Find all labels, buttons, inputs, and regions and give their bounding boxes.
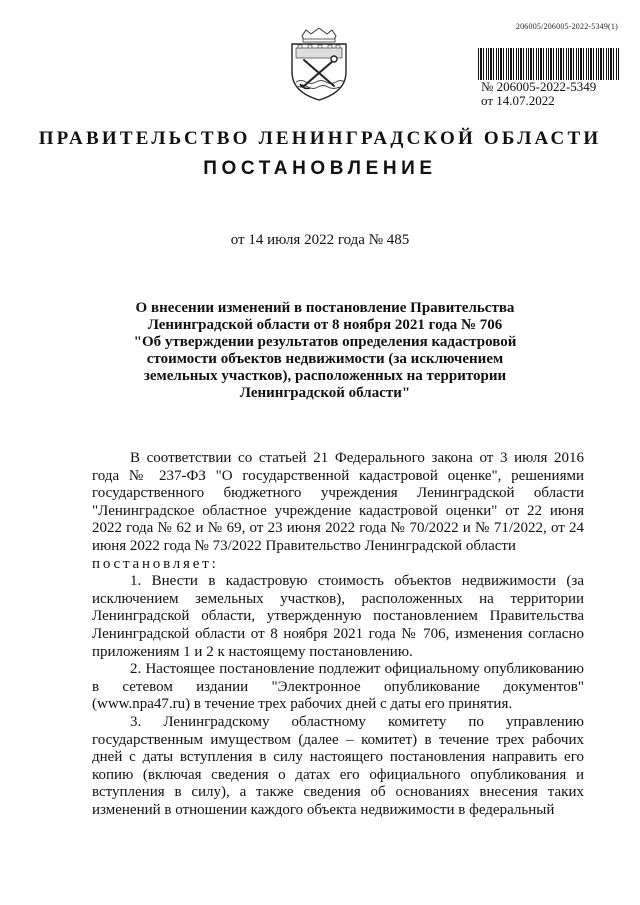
document-date-number: от 14 июля 2022 года № 485 [230, 232, 410, 248]
registration-stamp [481, 80, 631, 108]
barcode [478, 48, 620, 80]
document-body [92, 450, 584, 819]
subject-line: земельных участков), расположенных на территории [143, 368, 507, 384]
leningrad-oblast-coat-of-arms-icon [288, 28, 350, 102]
registration-code: 206005/206005-2022-5349(1) [515, 22, 618, 31]
subject-line: Ленинградской области от 8 ноября 2021 года № 706 [147, 317, 503, 333]
resolves-line: постановляет: [92, 555, 219, 572]
item-2-paragraph: 2. Настоящее постановление подлежит официальному опубликованию в сетевом издании "Электронное опубликование документов" (www.npa47.ru) в течение трех рабочих дней с даты его принятия. [92, 661, 584, 713]
subject-line: Ленинградской области" [239, 385, 411, 401]
document-type: ПОСТАНОВЛЕНИЕ [203, 158, 437, 179]
subject-line: "Об утверждении результатов определения кадастровой [133, 334, 517, 350]
item-1-paragraph: 1. Внести в кадастровую стоимость объектов недвижимости (за исключением земельных участков), расположенных на территории Ленинградской области, утвержденную постановлением Правительства Ленинградской области от 8 ноября 2021 года № 706, изменения согласно приложениям 1 и 2 к настоящему постановлению. [92, 573, 584, 660]
government-title: ПРАВИТЕЛЬСТВО ЛЕНИНГРАДСКОЙ ОБЛАСТИ [38, 128, 602, 149]
registration-date: от 14.07.2022 [481, 93, 555, 108]
subject-line: стоимости объектов недвижимости (за исключением [146, 351, 504, 367]
registration-number: № 206005-2022-5349 [481, 79, 597, 94]
document-subject [115, 300, 535, 402]
item-3-paragraph: 3. Ленинградскому областному комитету по управлению государственным имуществом (далее – комитет) в течение трех рабочих дней с даты вступления в силу настоящего постановления направить его копию (включая сведения о датах его официального опубликования и вступления в силу), а также сведения об основаниях внесения таких изменений в отношении каждого объекта недвижимости в федеральный [92, 713, 584, 818]
preamble-paragraph: В соответствии со статьей 21 Федерального закона от 3 июля 2016 года № 237-ФЗ "О государственной кадастровой оценке", решениями государственного бюджетного учреждения Ленинградской области "Ленинградское областное учреждение кадастровой оценки" от 22 июня 2022 года № 62 и № 69, от 23 июня 2022 года № 70/2022 и № 71/2022, от 24 июня 2022 года № 73/2022 Правительство Ленинградской области [92, 450, 584, 554]
subject-line: О внесении изменений в постановление Правительства [135, 300, 515, 316]
